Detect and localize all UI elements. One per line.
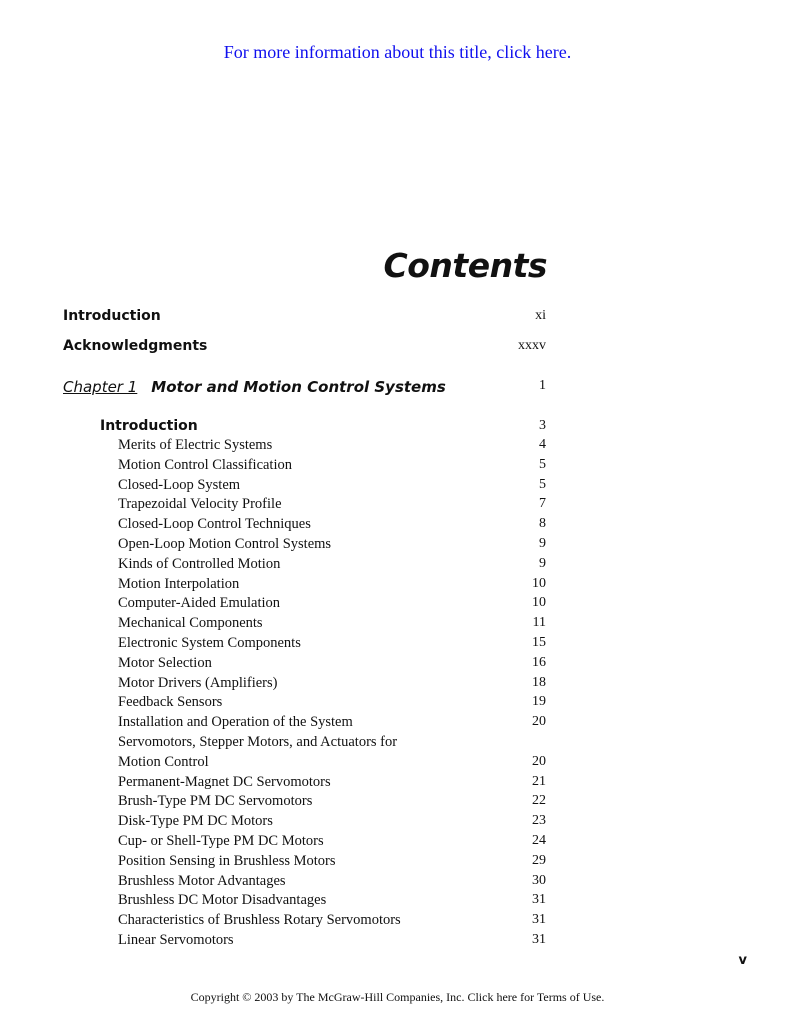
toc-item[interactable] <box>0 892 546 912</box>
toc-item-page: 23 <box>532 813 546 829</box>
toc-item-label: Mechanical Components <box>118 615 263 632</box>
toc-item-label: Brushless Motor Advantages <box>118 872 286 889</box>
toc-item-label: Merits of Electric Systems <box>118 437 273 453</box>
toc-item-label: Open-Loop Motion Control Systems <box>118 536 332 552</box>
toc-item-label: Electronic System Components <box>118 635 301 651</box>
toc-item-label: Brush-Type PM DC Servomotors <box>118 793 313 810</box>
toc-item-page: 18 <box>532 674 546 690</box>
toc-item[interactable] <box>0 437 546 457</box>
toc-item[interactable] <box>0 694 546 714</box>
toc-item[interactable] <box>0 496 546 516</box>
toc-item-page: 11 <box>532 615 546 631</box>
toc-item-label: Characteristics of Brushless Rotary Servomotors <box>118 912 401 929</box>
toc-item[interactable] <box>0 536 546 556</box>
toc-item[interactable] <box>0 734 546 754</box>
toc-item-page: 22 <box>532 793 546 809</box>
toc-item[interactable] <box>0 556 546 576</box>
page-folio: v <box>738 953 747 968</box>
toc-item-label: Motor Selection <box>118 654 212 671</box>
toc-chapter-1[interactable] <box>0 378 546 398</box>
toc-item[interactable] <box>0 457 546 477</box>
toc-item-page: 29 <box>532 852 546 868</box>
toc-entry-page: 1 <box>539 378 546 393</box>
copyright-notice <box>0 990 795 1005</box>
toc-item-page: 19 <box>532 694 546 710</box>
toc-entry-page: xxxv <box>518 338 546 353</box>
toc-item-page: 20 <box>532 753 546 769</box>
toc-item-page: 8 <box>539 516 546 532</box>
toc-item-label: Motion Control Classification <box>118 456 292 473</box>
toc-item[interactable] <box>0 774 546 794</box>
copyright-text: Copyright © 2003 by The McGraw-Hill Companies, Inc. <box>190 990 465 1004</box>
toc-item[interactable] <box>0 912 546 932</box>
toc-item[interactable] <box>0 813 546 833</box>
toc-item[interactable] <box>0 853 546 873</box>
more-info-link[interactable]: For more information about this title, click here. <box>223 42 572 62</box>
toc-item[interactable] <box>0 793 546 813</box>
toc-item[interactable] <box>0 873 546 893</box>
toc-item-label: Brushless DC Motor Disadvantages <box>118 892 327 909</box>
toc-item-page: 21 <box>532 773 546 789</box>
toc-item-page: 30 <box>532 872 546 888</box>
toc-item-label: Motion Control <box>118 753 209 770</box>
toc-item-label: Motion Interpolation <box>118 575 240 592</box>
toc-item[interactable] <box>0 932 546 952</box>
terms-of-use-link[interactable]: Click here for Terms of Use. <box>467 990 605 1004</box>
toc-entry-label: Introduction <box>100 418 198 434</box>
toc-item[interactable] <box>0 655 546 675</box>
toc-item[interactable] <box>0 516 546 536</box>
toc-item-label: Servomotors, Stepper Motors, and Actuators for <box>118 734 398 750</box>
page-title: Contents <box>383 246 547 285</box>
chapter-number[interactable]: Chapter 1 <box>63 378 138 396</box>
toc-item-page: 20 <box>532 714 546 730</box>
toc-item-label: Motor Drivers (Amplifiers) <box>118 674 278 691</box>
chapter-title: Motor and Motion Control Systems <box>151 378 446 396</box>
toc-item-page: 24 <box>532 833 546 848</box>
toc-item-page: 31 <box>532 912 546 928</box>
toc-item-label: Feedback Sensors <box>118 694 223 711</box>
toc-entry-label: Introduction <box>63 308 161 324</box>
chapter-heading <box>63 378 446 396</box>
toc-entry-acknowledgments[interactable] <box>0 338 546 358</box>
toc-item-label: Trapezoidal Velocity Profile <box>118 496 282 513</box>
toc-item[interactable] <box>0 477 546 497</box>
toc-item-page: 5 <box>539 476 546 492</box>
toc-item-label: Disk-Type PM DC Motors <box>118 813 273 830</box>
toc-item-label: Installation and Operation of the System <box>118 714 353 731</box>
toc-item-label: Kinds of Controlled Motion <box>118 555 281 572</box>
toc-item-page: 9 <box>539 555 546 571</box>
toc-item-label: Computer-Aided Emulation <box>118 595 280 612</box>
toc-item-page: 5 <box>539 456 546 472</box>
toc-item-page: 10 <box>532 575 546 591</box>
toc-item-page: 16 <box>532 654 546 670</box>
toc-item-label: Closed-Loop System <box>118 476 241 493</box>
toc-item-label: Position Sensing in Brushless Motors <box>118 852 336 869</box>
toc-item[interactable] <box>0 833 546 853</box>
toc-item[interactable] <box>0 675 546 695</box>
toc-item[interactable] <box>0 754 546 774</box>
toc-entry-page: 3 <box>539 418 546 433</box>
toc-item[interactable] <box>0 576 546 596</box>
toc-item-label: Cup- or Shell-Type PM DC Motors <box>118 833 324 849</box>
toc-item-page: 31 <box>532 932 546 947</box>
toc-item-page: 4 <box>539 437 546 452</box>
toc-item-page: 31 <box>532 892 546 908</box>
toc-item-label: Permanent-Magnet DC Servomotors <box>118 773 331 790</box>
toc-entry-introduction[interactable] <box>0 308 546 328</box>
toc-entry-page: xi <box>535 308 546 323</box>
toc-item-page: 9 <box>539 536 546 551</box>
toc-item-page: 15 <box>532 635 546 650</box>
toc-item-page: 10 <box>532 595 546 611</box>
toc-item[interactable] <box>0 714 546 734</box>
toc-item-label: Linear Servomotors <box>118 932 234 948</box>
toc-item-page: 7 <box>539 496 546 512</box>
toc-section-introduction[interactable] <box>0 418 546 438</box>
toc-entry-label: Acknowledgments <box>63 338 208 354</box>
toc-item[interactable] <box>0 635 546 655</box>
toc-item-label: Closed-Loop Control Techniques <box>118 516 311 533</box>
toc-item[interactable] <box>0 595 546 615</box>
toc-item[interactable] <box>0 615 546 635</box>
